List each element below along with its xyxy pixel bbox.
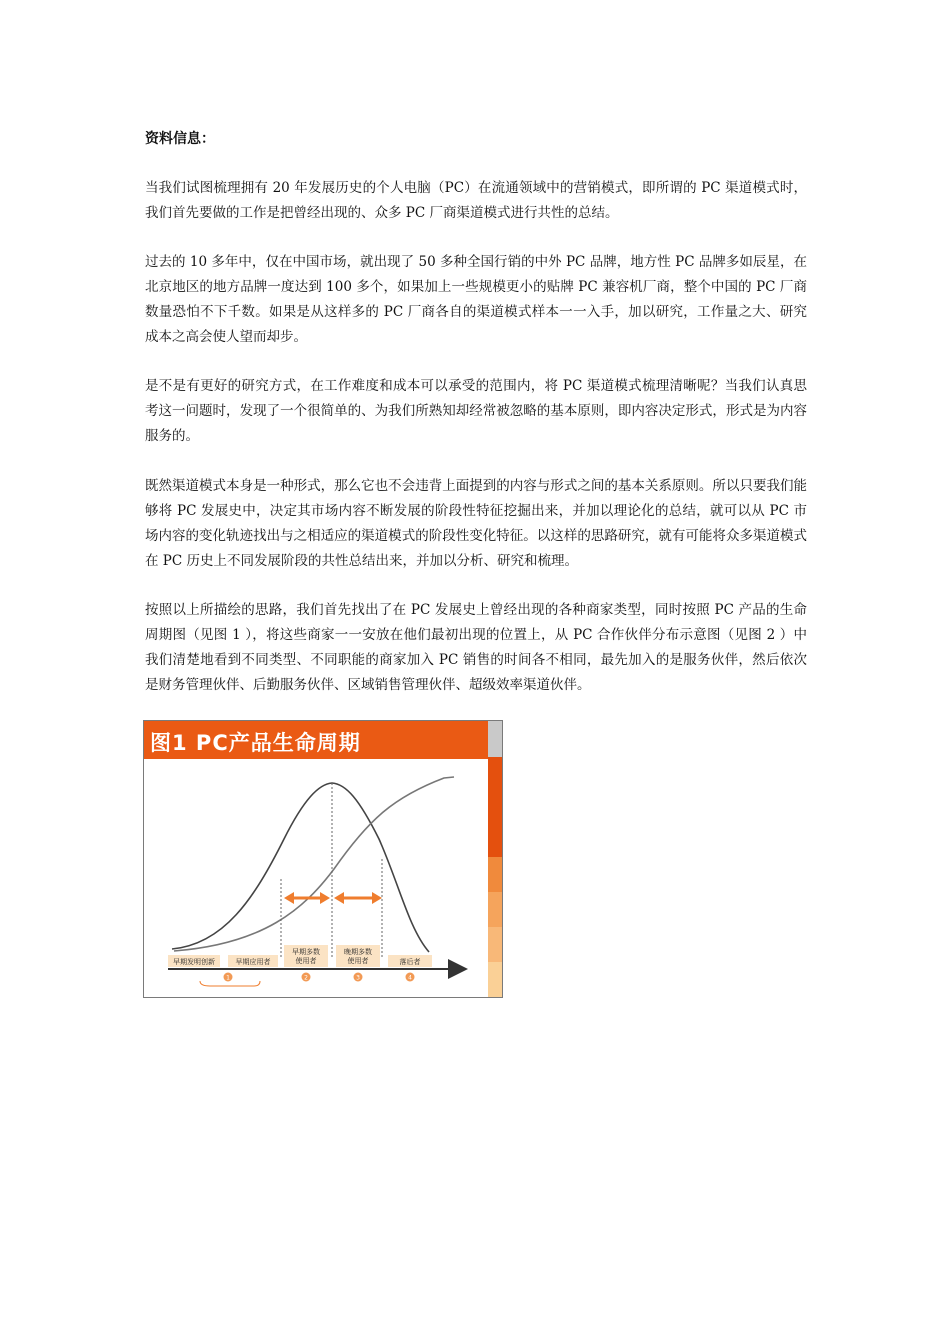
svg-text:2: 2 — [304, 974, 308, 982]
side-block — [488, 807, 502, 857]
stage-number — [224, 973, 233, 982]
category-label — [388, 955, 432, 967]
figure-title: 图1 PC产品生命周期 — [150, 731, 361, 755]
paragraph-3: 是不是有更好的研究方式，在工作难度和成本可以承受的范围内，将 PC 渠道模式梳理清晰呢？当我们认真思考这一问题时，发现了一个很简单的、为我们所熟知却经常被忽略的基本原则，即内容决定形式，形式是为内容服务的。 — [145, 378, 807, 444]
side-block — [488, 721, 502, 757]
stage-bracket — [200, 981, 260, 986]
figure-header — [144, 721, 488, 759]
svg-text:使用者: 使用者 — [295, 957, 317, 965]
svg-text:早期应用者: 早期应用者 — [235, 958, 271, 966]
svg-text:早期发明创新: 早期发明创新 — [173, 958, 215, 966]
svg-text:落后者: 落后者 — [399, 958, 421, 966]
category-label — [168, 955, 220, 967]
side-block — [488, 927, 502, 962]
side-block — [488, 857, 502, 892]
paragraph-1: 当我们试图梳理拥有 20 年发展历史的个人电脑（PC）在流通领域中的营销模式，即所谓的 PC 渠道模式时，我们首先要做的工作是把曾经出现的、众多 PC 厂商渠道模式进行共性的总结。 — [145, 180, 807, 221]
side-block — [488, 892, 502, 927]
figure-side-strip — [488, 721, 502, 997]
svg-text:3: 3 — [356, 974, 360, 982]
section-heading: 资料信息： — [145, 131, 215, 147]
stage-number — [302, 973, 311, 982]
stage-number — [406, 973, 415, 982]
lifecycle-diagram — [144, 759, 488, 997]
svg-text:晚期多数: 晚期多数 — [344, 948, 372, 956]
category-label — [336, 945, 380, 967]
paragraph-2: 过去的 10 多年中，仅在中国市场，就出现了 50 多种全国行销的中外 PC 品牌，地方性 PC 品牌多如辰星，在北京地区的地方品牌一度达到 100 多个，如果加上一些规模更小的贴牌 PC 兼容机厂商，整个中国的 PC 厂商数量恐怕不下千数。如果是从这样多的 PC 厂商各自的渠道模式样本一一入手，加以研究，工作量之大、研究成本之高会使人望而却步。 — [145, 254, 807, 345]
svg-text:使用者: 使用者 — [347, 957, 369, 965]
svg-text:4: 4 — [408, 974, 412, 982]
stage-arrows — [284, 892, 382, 904]
category-label — [228, 955, 278, 967]
svg-text:早期多数: 早期多数 — [292, 948, 320, 956]
side-block — [488, 962, 502, 997]
category-label — [284, 945, 328, 967]
figure-1-lifecycle — [143, 720, 503, 998]
stage-number — [354, 973, 363, 982]
paragraph-5: 按照以上所描绘的思路，我们首先找出了在 PC 发展史上曾经出现的各种商家类型，同时按照 PC 产品的生命周期图（见图 1 ），将这些商家一一安放在他们最初出现的位置上，从 PC 合作伙伴分布示意图（见图 2 ）中我们清楚地看到不同类型、不同职能的商家加入 PC 销售的时间各不相同，最先加入的是服务伙伴，然后依次是财务管理伙伴、后勤服务伙伴、区域销售管理伙伴、超级效率渠道伙伴。 — [145, 602, 807, 693]
side-block — [488, 757, 502, 807]
svg-text:1: 1 — [226, 974, 230, 982]
paragraph-4: 既然渠道模式本身是一种形式，那么它也不会违背上面提到的内容与形式之间的基本关系原则。所以只要我们能够将 PC 发展史中，决定其市场内容不断发展的阶段性特征挖掘出来，并加以理论化的总结，就可以从 PC 市场内容的变化轨迹找出与之相适应的渠道模式的阶段性变化特征。以这样的思路研究，就有可能将众多渠道模式在 PC 历史上不同发展阶段的共性总结出来，并加以分析、研究和梳理。 — [145, 478, 807, 569]
adoption-bell-curve — [172, 783, 429, 952]
